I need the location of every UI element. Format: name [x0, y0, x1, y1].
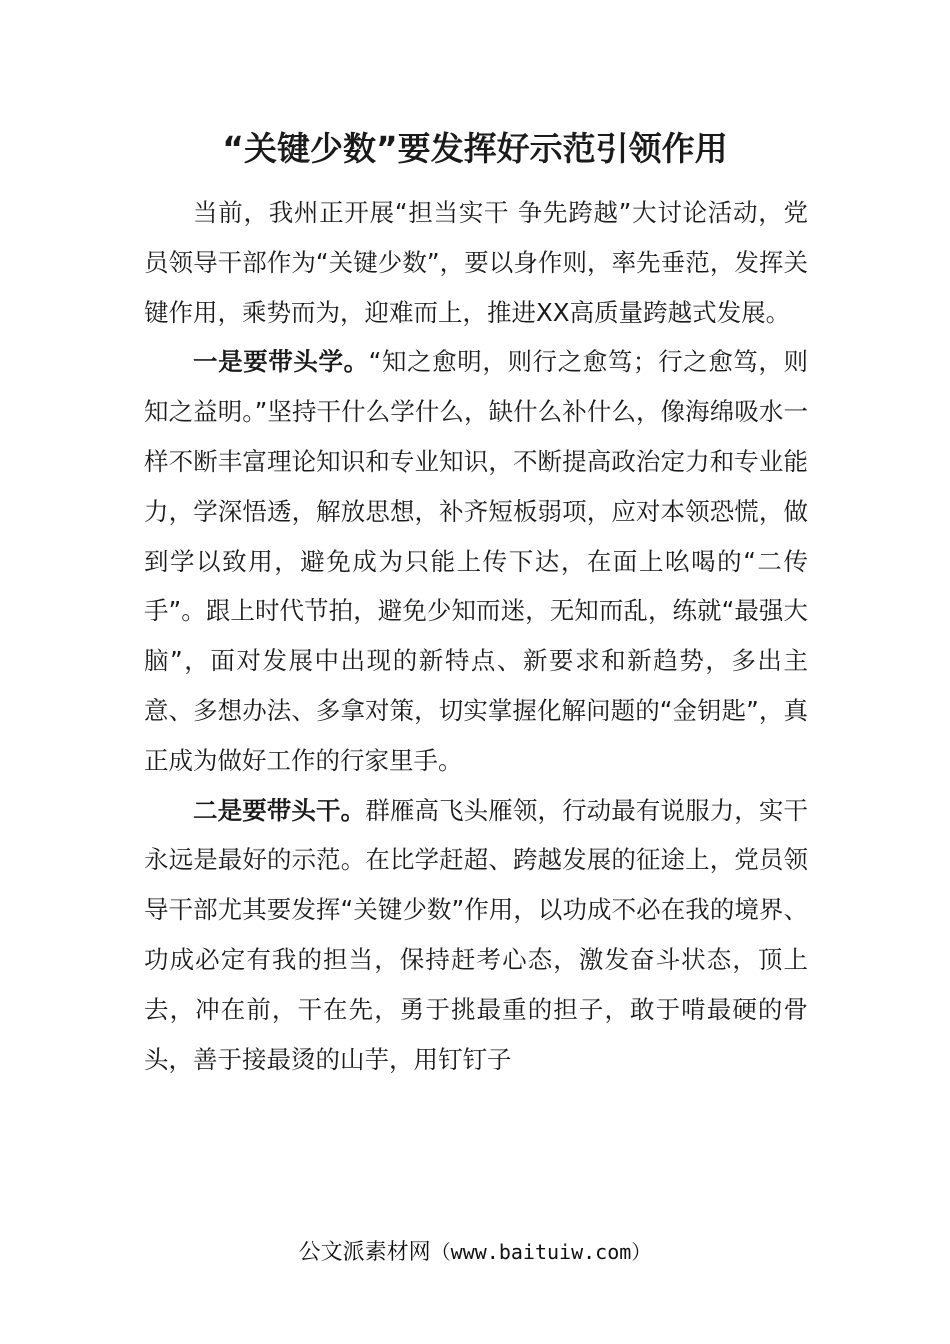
paragraph-lead: 一是要带头学。: [193, 347, 369, 377]
paragraph-text: “知之愈明，则行之愈笃；行之愈笃，则知之益明。”坚持干什么学什么，缺什么补什么，像海绵吸水一样不断丰富理论知识和专业知识，不断提高政治定力和专业能力，学深悟透，解放思想，补齐短板弱项，应对本领恐慌，做到学以致用，避免成为只能上传下达，在面上吆喝的“二传手”。跟上时代节拍，避免少知而迷，无知而乱，练就“最强大脑”，面对发展中出现的新特点、新要求和新趋势，多出主意、多想办法、多拿对策，切实掌握化解问题的“金钥匙”，真正成为做好工作的行家里手。: [144, 347, 808, 775]
paragraph-text: 群雁高飞头雁领，行动最有说服力，实干永远是最好的示范。在比学赶超、跨越发展的征途上，党员领导干部尤其要发挥“关键少数”作用，以功成不必在我的境界、功成必定有我的担当，保持赶考心态，激发奋斗状态，顶上去，冲在前，干在先，勇于挑最重的担子，敢于啃最硬的骨头，善于接最烫的山芋，用钉钉子: [144, 795, 809, 1074]
document-title: “关键少数”要发挥好示范引领作用: [222, 129, 728, 168]
paragraph-act: [144, 786, 808, 1085]
footer-url: （www.baituiw.com）: [430, 1240, 652, 1264]
paragraph-text: 当前，我州正开展“担当实干 争先跨越”大讨论活动，党员领导干部作为“关键少数”，要以身作则，率先垂范，发挥关键作用，乘势而为，迎难而上，推进XX高质量跨越式发展。: [144, 198, 808, 327]
document-body: [144, 188, 808, 1084]
paragraph-study: [144, 337, 808, 785]
page-footer: [0, 1232, 950, 1273]
paragraph-lead: 二是要带头干。: [193, 795, 366, 825]
footer-site-name: 公文派素材网: [298, 1240, 431, 1265]
paragraph-intro: [144, 188, 808, 337]
